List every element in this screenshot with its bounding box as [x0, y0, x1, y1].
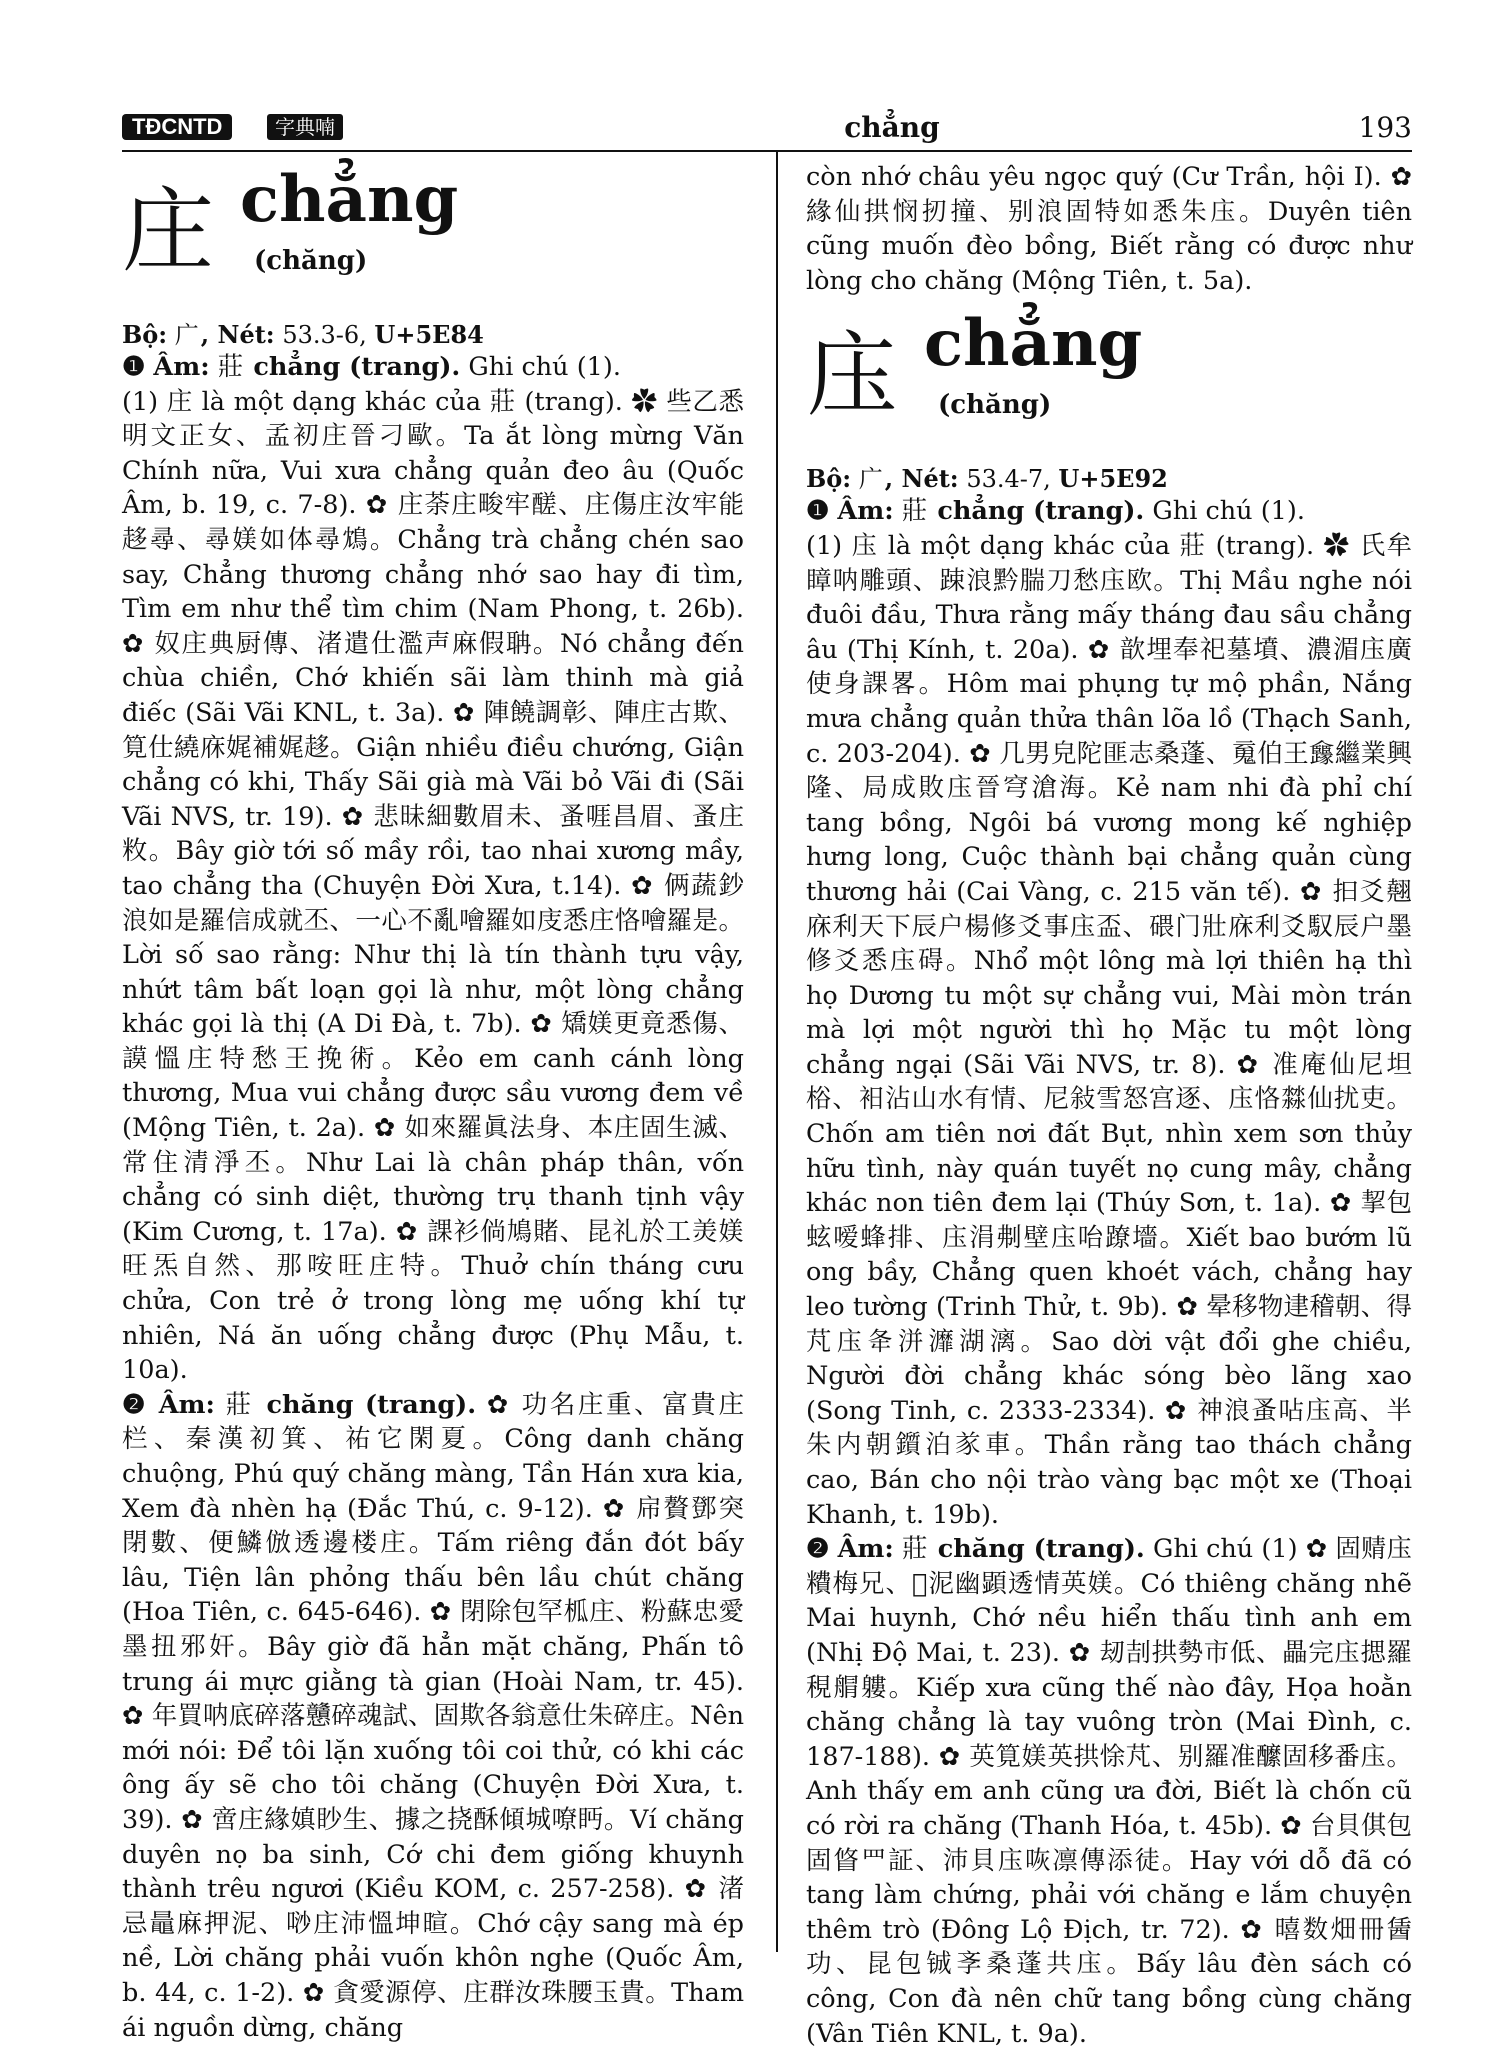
column-divider: [776, 152, 778, 1952]
entry-meta: [806, 464, 1412, 494]
reading-value: chăng (trang).: [266, 1389, 477, 1420]
reading-char: 莊: [901, 496, 930, 527]
entry-character: 庄: [122, 178, 215, 285]
sense-number: ❷: [806, 1534, 830, 1565]
entry-headword: chẳng: [924, 306, 1143, 382]
reading-char: 莊: [901, 1534, 930, 1565]
radical-value: 广: [174, 321, 201, 349]
continued-text: còn nhớ châu yêu ngọc quý (Cư Trần, hội I). ✿ 緣仙拱悯扨撞、别浪固特如悉朱庒。Duyên tiên cũng muốn đèo bồng, Biết rằng có được như lòng cho chăng (Mộng Tiên, t. 5a).: [806, 162, 1412, 296]
entry-pinyin: (chăng): [938, 390, 1052, 421]
strokes-label: , Nét:: [200, 320, 275, 349]
sense-number: ❶: [806, 496, 830, 527]
dictionary-badge: TĐCNTD: [122, 114, 232, 140]
sense-1-body: (1) 庒 là một dạng khác của 莊 (trang). ✿ 氏牟瞕呐雕頭、踈浪黔腨刀愁庒欧。Thị Mầu nghe nói đuôi đầu, Thưa rằng mấy tháng đau sầu chẳng âu (Thị Kính, t. 20a). ✿ 歆埋奉祀墓墳、濃湄庒廣使身課畧。Hôm mai phụng tự mộ phần, Nắng mưa chẳng quản thửa thân lõa lồ (Thạch Sanh, c. 203-204). ✿ 几男皃陀匪志桑蓬、䰟伯王㒪繼業興隆、局成敗庒晉穹滄海。Kẻ nam nhi đà phỉ chí tang bồng, Ngôi bá vương mong kế nghiệp hưng long, Cuộc thành bại chẳng quản cùng thương hải (Cai Vàng, c. 215 văn tế). ✿ 抇爻翹庥利天下辰户楊修爻事庒盃、碨门壯庥利爻馭辰户墨修爻悉庒碍。Nhổ một lông mà lợi thiên hạ thì họ Dương tu một sự chẳng vui, Mài mòn trán mà lợi một người thì họ Mặc tu một lòng chẳng ngại (Sãi Vãi NVS, tr. 8). ✿ 准庵仙尼坦㭲、衵沾山水有情、尼敍雪怒宫逐、庒恪㵘仙扰吏。Chốn am tiên nơi đất Bụt, nhìn xem sơn thủy hữu tình, này quán tuyết nọ cung mây, chẳng khác non tiên đem lại (Thúy Sơn, t. 1a). ✿ 挈包蚿嗳蜂排、庒涓刜壁庒咍蹽墻。Xiết bao bướm lũ ong bầy, Chẳng quen khoét vách, chẳng hay leo tường (Trinh Thử, t. 9b). ✿ 晕移物䢖稽朝、得芃庒夅洴灖湖漓。Sao dời vật đổi ghe chiều, Người đời chẳng khác sóng bèo lãng xao (Song Tinh, c. 2333-2334). ✿ 神浪蚤呫庒高、半朱内朝鑕泊㒸車。Thần rằng tao thách chẳng cao, Bán cho nội trào vàng bạc một xe (Thoại Khanh, t. 19b).: [806, 530, 1412, 1530]
page-number: 193: [1358, 111, 1412, 144]
entry-head: [806, 304, 1412, 464]
strokes-value: 53.3-6,: [282, 321, 367, 349]
reading-label: Âm:: [837, 1534, 894, 1565]
reading-value: chẳng (trang).: [937, 496, 1145, 527]
reading-label: Âm:: [158, 1389, 215, 1420]
reading-char: 莊: [225, 1389, 256, 1420]
reading-note: Ghi chú (1).: [468, 352, 621, 382]
sense-2-body: ✿ 功名庄重、富貴庄栏、秦漢初箕、祐它閑夏。Công danh chăng chuộng, Phú quý chăng màng, Tần Hán xưa kia, Xem đà nhèn hạ (Đắc Thú, c. 9-12). ✿ 帍贅鄧突閉數、便鱗倣透邊楼庄。Tấm riêng đắn đót bấy lâu, Tiện lân phỏng thấu bên lầu chút chăng (Hoa Tiên, c. 645-646). ✿ 閉除包罕柧庄、粉蘇忠愛墨扭邪奸。Bây giờ đã hẳn mặt chăng, Phấn tô trung ái mực giằng tà gian (Hoài Nam, tr. 45). ✿ 年買呐底碎落戇碎魂試、固欺各翁意仕朱碎庄。Nên mới nói: Để tôi lặn xuống tôi coi thử, có khi các ông ấy sẽ cho tôi chăng (Chuyện Đời Xưa, t. 39). ✿ 啻庄緣嫃眇生、據之挠酥傾城嘹眄。Ví chăng duyên nọ ba sinh, Cớ chi đem giống khuynh thành trêu ngươi (Kiều KOM, c. 257-258). ✿ 渚忌鼂麻押泥、唦庄沛慍坤暄。Chớ cậy sang mà ép nề, Lời chăng phải vuốn khôn nghe (Quốc Âm, b. 44, c. 1-2). ✿ 貪愛源停、庄群汝珠腰玉貴。Tham ái nguồn dừng, chăng: [122, 1389, 745, 2043]
entry-head: [122, 160, 744, 320]
reading-label: Âm:: [837, 496, 894, 527]
sense-2: [806, 1532, 1412, 2051]
radical-label: Bộ:: [122, 320, 168, 349]
radical-label: Bộ:: [806, 464, 852, 494]
strokes-value: 53.4-7,: [966, 465, 1051, 494]
entry-meta: [122, 320, 744, 350]
left-column: [122, 160, 745, 2043]
reading-value: chăng (trang).: [937, 1534, 1145, 1565]
unicode-value: U+5E92: [1058, 464, 1168, 494]
reading-note: Ghi chú (1).: [1152, 496, 1305, 527]
sense-1: [122, 350, 744, 385]
reading-label: Âm:: [153, 352, 210, 382]
entry-pinyin: (chăng): [254, 246, 368, 276]
sense-1: [806, 494, 1412, 529]
sense-1-body: (1) 庄 là một dạng khác của 莊 (trang). ✿ 些乙悉明文正女、孟初庄晉刁歐。Ta ắt lòng mừng Văn Chính nữa, Vui xưa chẳng quản đeo âu (Quốc Âm, b. 19, c. 7-8). ✿ 庄荼庄畯牢醝、庄傷庄汝牢能趍尋、尋媄如体尋鴆。Chẳng trà chẳng chén sao say, Chẳng thương chẳng nhớ sao hay đi tìm, Tìm em như thể tìm chim (Nam Phong, t. 26b). ✿ 奴庄典厨傳、渚遣仕濫声麻假聃。Nó chẳng đến chùa chiền, Chớ khiến sãi làm thinh mà giả điếc (Sãi Vãi KNL, t. 3a). ✿ 陣饒調彰、陣庄古欺、筧仕繞庥娓補娓趍。Giận nhiều điều chướng, Giận chẳng có khi, Thấy Sãi già mà Vãi bỏ Vãi đi (Sãi Vãi NVS, tr. 19). ✿ 悲昧細數眉未、蚤啀昌眉、蚤庄敉。Bây giờ tới số mầy rồi, tao nhai xương mầy, tao chẳng tha (Chuyện Đời Xưa, t.14). ✿ 俩蔬鈔浪如是羅信成就丕、一心不亂噲羅如庋悉庄恪噲羅是。Lời số sao rằng: Như thị là tín thành tựu vậy, nhứt tâm bất loạn gọi là như, một lòng chẳng khác gọi là thị (A Di Đà, t. 7b). ✿ 矯媄更竟悉傷、謨慍庄特愁王挽術。Kẻo em canh cánh lòng thương, Mua vui chẳng được sầu vương đem về (Mộng Tiên, t. 2a). ✿ 如來羅眞法身、本庄固生滅、常住清淨丕。Như Lai là chân pháp thân, vốn chẳng có sinh diệt, thường trụ thanh tịnh vậy (Kim Cương, t. 17a). ✿ 課衫倘鳩賭、昆礼於工羙媄旺炁自然、那咹旺庄特。Thuở chín tháng cưu chửa, Con trẻ ở trong lòng mẹ uống khí tự nhiên, Ná ăn uống chẳng được (Phụ Mẫu, t. 10a).: [122, 386, 744, 1386]
nom-badge: 字典喃: [267, 114, 343, 140]
radical-value: 广: [858, 465, 885, 494]
entry-character: 庒: [806, 322, 899, 430]
entry-headword: chẳng: [240, 162, 459, 237]
sense-number: ❶: [122, 352, 146, 382]
reading-value: chẳng (trang).: [253, 352, 461, 382]
running-head: chẳng: [844, 111, 940, 144]
reading-char: 莊: [217, 352, 246, 382]
sense-2-body: Ghi chú (1) ✿ 固䞍庒䊧梅兄、𦈂泥幽顕透情英媄。Có thiêng chăng nhẽ Mai huynh, Chớ nều hiển thấu tình anh em (Nhị Độ Mai, t. 23). ✿ 刼㓤拱勢市低、畾完庒揌羅䅐䑵軁。Kiếp xưa cũng thế nào đây, Họa hoằn chăng chẳng là tay vuông tròn (Mai Đình, c. 187-188). ✿ 英筧媄英拱悇芃、别羅准醿固移番庒。Anh thấy em anh cũng ưa đời, Biết là chốn cũ có rời ra chăng (Thanh Hóa, t. 45b). ✿ 台貝倛包固䀺罒証、沛貝庒咴凛傳添徒。Hay với dỗ đã có tang làm chứng, phải với chăng e lắm chuyện thêm trò (Đông Lộ Địch, tr. 72). ✿ 暿数畑冊䣸功、昆包铖斈桑蓬共庒。Bấy lâu đèn sách có công, Con đà nên chữ tang bồng cùng chăng (Vân Tiên KNL, t. 9a).: [806, 1534, 1412, 2049]
right-column: [806, 160, 1412, 2049]
unicode-value: U+5E84: [374, 320, 484, 349]
strokes-label: , Nét:: [884, 464, 959, 494]
page-header: [122, 110, 1412, 152]
sense-number: ❷: [122, 1389, 148, 1420]
sense-2: [122, 1388, 744, 2045]
